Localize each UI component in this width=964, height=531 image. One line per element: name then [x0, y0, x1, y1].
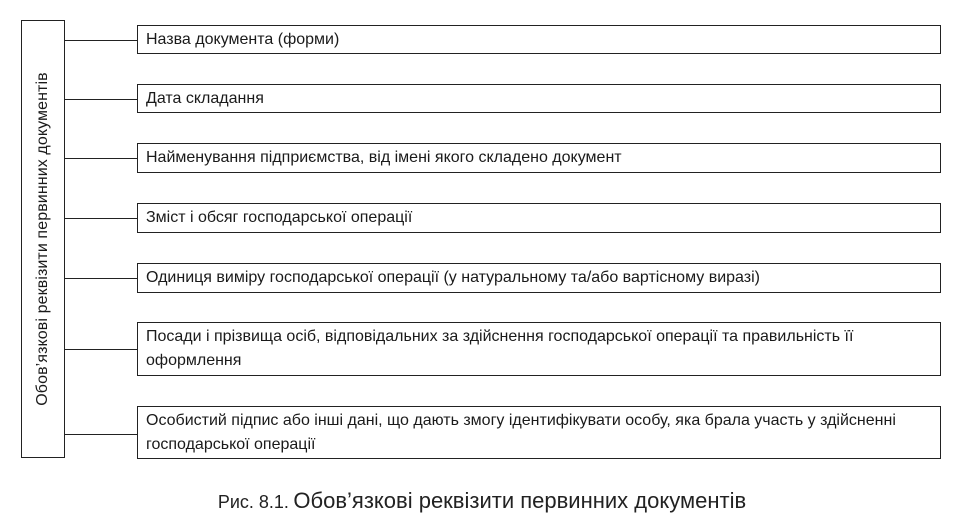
item-box-5: [137, 263, 941, 293]
side-label: Обов’язкові реквізити первинних документів: [34, 72, 51, 406]
item-text: Найменування підприємства, від імені якого складено документ: [146, 149, 622, 166]
item-text: Одиниця виміру господарської операції (у натуральному та/або вартісному виразі): [146, 269, 760, 286]
side-label-box: [21, 20, 65, 458]
connector-line: [65, 218, 138, 219]
item-box-7: [137, 406, 941, 459]
connector-line: [65, 158, 138, 159]
connector-line: [65, 99, 138, 100]
connector-line: [65, 40, 138, 41]
item-box-4: [137, 203, 941, 233]
caption-title: Обов’язкові реквізити первинних документів: [293, 488, 747, 513]
connector-line: [65, 349, 138, 350]
item-text: Посади і прізвища осіб, відповідальних за здійснення господарської операції та правильність її оформлення: [146, 328, 854, 369]
item-box-6: [137, 322, 941, 376]
item-text: Дата складання: [146, 89, 264, 107]
item-text: Зміст і обсяг господарської операції: [146, 209, 413, 226]
caption-prefix: Рис. 8.1.: [217, 492, 289, 512]
item-text: Особистий підпис або інші дані, що дають змогу ідентифікувати особу, яка брала участь у здійсненні господарської операції: [146, 411, 896, 453]
item-text: Назва документа (форми): [146, 30, 340, 48]
figure-caption: [0, 488, 964, 514]
connector-line: [65, 434, 138, 435]
item-box-1: [137, 25, 941, 54]
connector-line: [65, 278, 138, 279]
item-box-3: [137, 143, 941, 173]
item-box-2: [137, 84, 941, 113]
